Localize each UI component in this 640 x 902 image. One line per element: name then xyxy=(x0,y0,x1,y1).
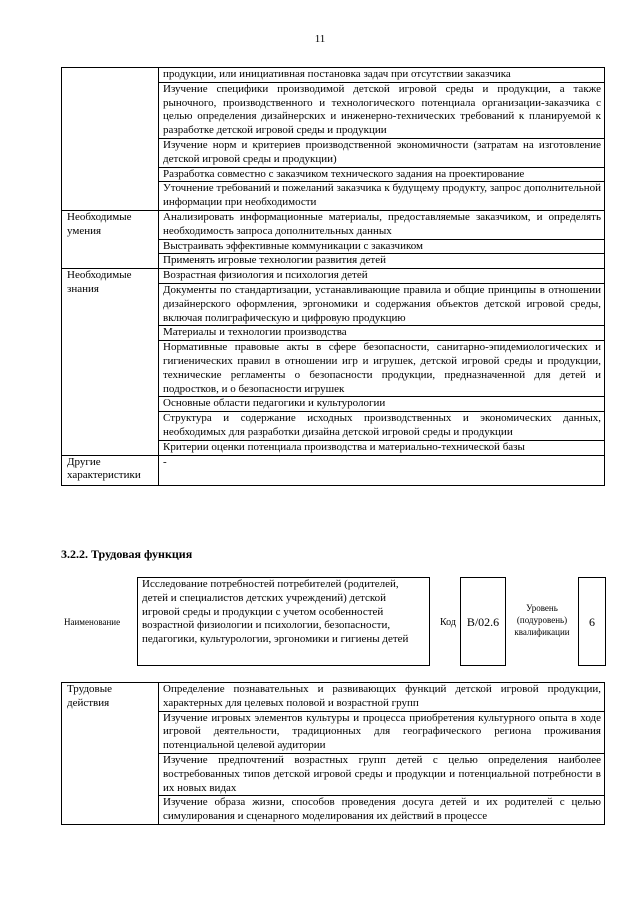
code-box xyxy=(460,577,506,666)
row-label-other: Другие характеристики xyxy=(62,455,159,485)
table-cell: Разработка совместно с заказчиком технического задания на проектирование xyxy=(159,167,605,182)
table-cell: - xyxy=(159,455,605,485)
table-cell: Критерии оценки потенциала производства и материально-технической базы xyxy=(159,440,605,455)
table-row xyxy=(62,269,605,284)
row-label xyxy=(62,68,159,211)
table-cell: Нормативные правовые акты в сфере безопасности, санитарно-эпидемиологических и гигиенических правил в отношении игр и игрушек, детской игровой среды и продукции, технические регламенты о безопасности продукции, предназначенной для детей и подростков, и о безопасности игрушек xyxy=(159,341,605,397)
row-label-knowledge: Необходимые знания xyxy=(62,269,159,455)
table-cell: Выстраивать эффективные коммуникации с заказчиком xyxy=(159,239,605,254)
section-heading: 3.2.2. Трудовая функция xyxy=(61,547,193,561)
table-cell: Документы по стандартизации, устанавливающие правила и общие принципы в отношении дизайнерского оформления, эргономики и содержания объектов детской игровой среды, включая полиграфическую и цифровую продукцию xyxy=(159,283,605,325)
table-cell: Изучение игровых элементов культуры и процесса приобретения культурного опыта в ходе игровой деятельности, традиционных для географического региона проживания потенциальной целевой аудитории xyxy=(159,711,605,753)
table-row xyxy=(62,455,605,485)
level-box xyxy=(578,577,606,666)
level-value: 6 xyxy=(589,615,595,629)
table-cell: Материалы и технологии производства xyxy=(159,326,605,341)
table-cell: Изучение образа жизни, способов проведения досуга детей и их родителей с целью симулирования и сценарного моделирования их действий в процессе xyxy=(159,796,605,825)
level-label: Уровень (подуровень) квалификации xyxy=(514,603,570,637)
table-cell: продукции, или инициативная постановка задач при отсутствии заказчика xyxy=(159,68,605,83)
table-cell: Применять игровые технологии развития детей xyxy=(159,254,605,269)
table-cell: Основные области педагогики и культурологии xyxy=(159,397,605,412)
table-cell: Определение познавательных и развивающих функций детской игровой продукции, характерных для целевых половой и возрастной групп xyxy=(159,683,605,712)
table-cell: Уточнение требований и пожеланий заказчика к будущему продукту, запрос дополнительной информации при необходимости xyxy=(159,182,605,211)
row-label-actions: Трудовые действия xyxy=(62,683,159,825)
table-cell: Изучение норм и критериев производственной экономичности (затратам на изготовление детской игровой среды и продукции) xyxy=(159,138,605,167)
code-label: Код xyxy=(440,617,456,628)
table-cell: Структура и содержание исходных производственных и экономических данных, необходимых для разработки дизайна детской игровой среды и продукции xyxy=(159,412,605,441)
table-row xyxy=(62,683,605,712)
code-value: B/02.6 xyxy=(466,615,500,629)
requirements-table-top xyxy=(61,67,605,486)
function-name-value: Исследование потребностей потребителей (родителей, детей и специалистов детских учреждений) детской игровой среды и продукции с учетом особенностей возрастной физиологии и психологии, безопасности, педагогики, культурологии, эргономики и гигиены детей xyxy=(142,578,409,646)
page-number: 11 xyxy=(314,33,326,45)
function-name-box xyxy=(137,577,430,666)
table-cell: Возрастная физиология и психология детей xyxy=(159,269,605,284)
table-cell: Изучение предпочтений возрастных групп детей с целью определения наиболее востребованных типов детской игровой среды и продукции и потенциальной потребности в их новых видах xyxy=(159,753,605,795)
table-cell: Анализировать информационные материалы, предоставляемые заказчиком, и определять необходимость запроса дополнительных данных xyxy=(159,210,605,239)
function-name-label: Наименование xyxy=(64,617,121,627)
table-row xyxy=(62,68,605,83)
table-row xyxy=(62,210,605,239)
row-label-skills: Необходимые умения xyxy=(62,210,159,268)
labor-actions-table xyxy=(61,682,605,825)
table-cell: Изучение специфики производимой детской игровой среды и продукции, а также рыночного, производственного и технологического потенциала организации-заказчика с целью определения дизайнерских и инженерно-технических требований к планируемой к разработке детской игровой среды и продукции xyxy=(159,82,605,138)
